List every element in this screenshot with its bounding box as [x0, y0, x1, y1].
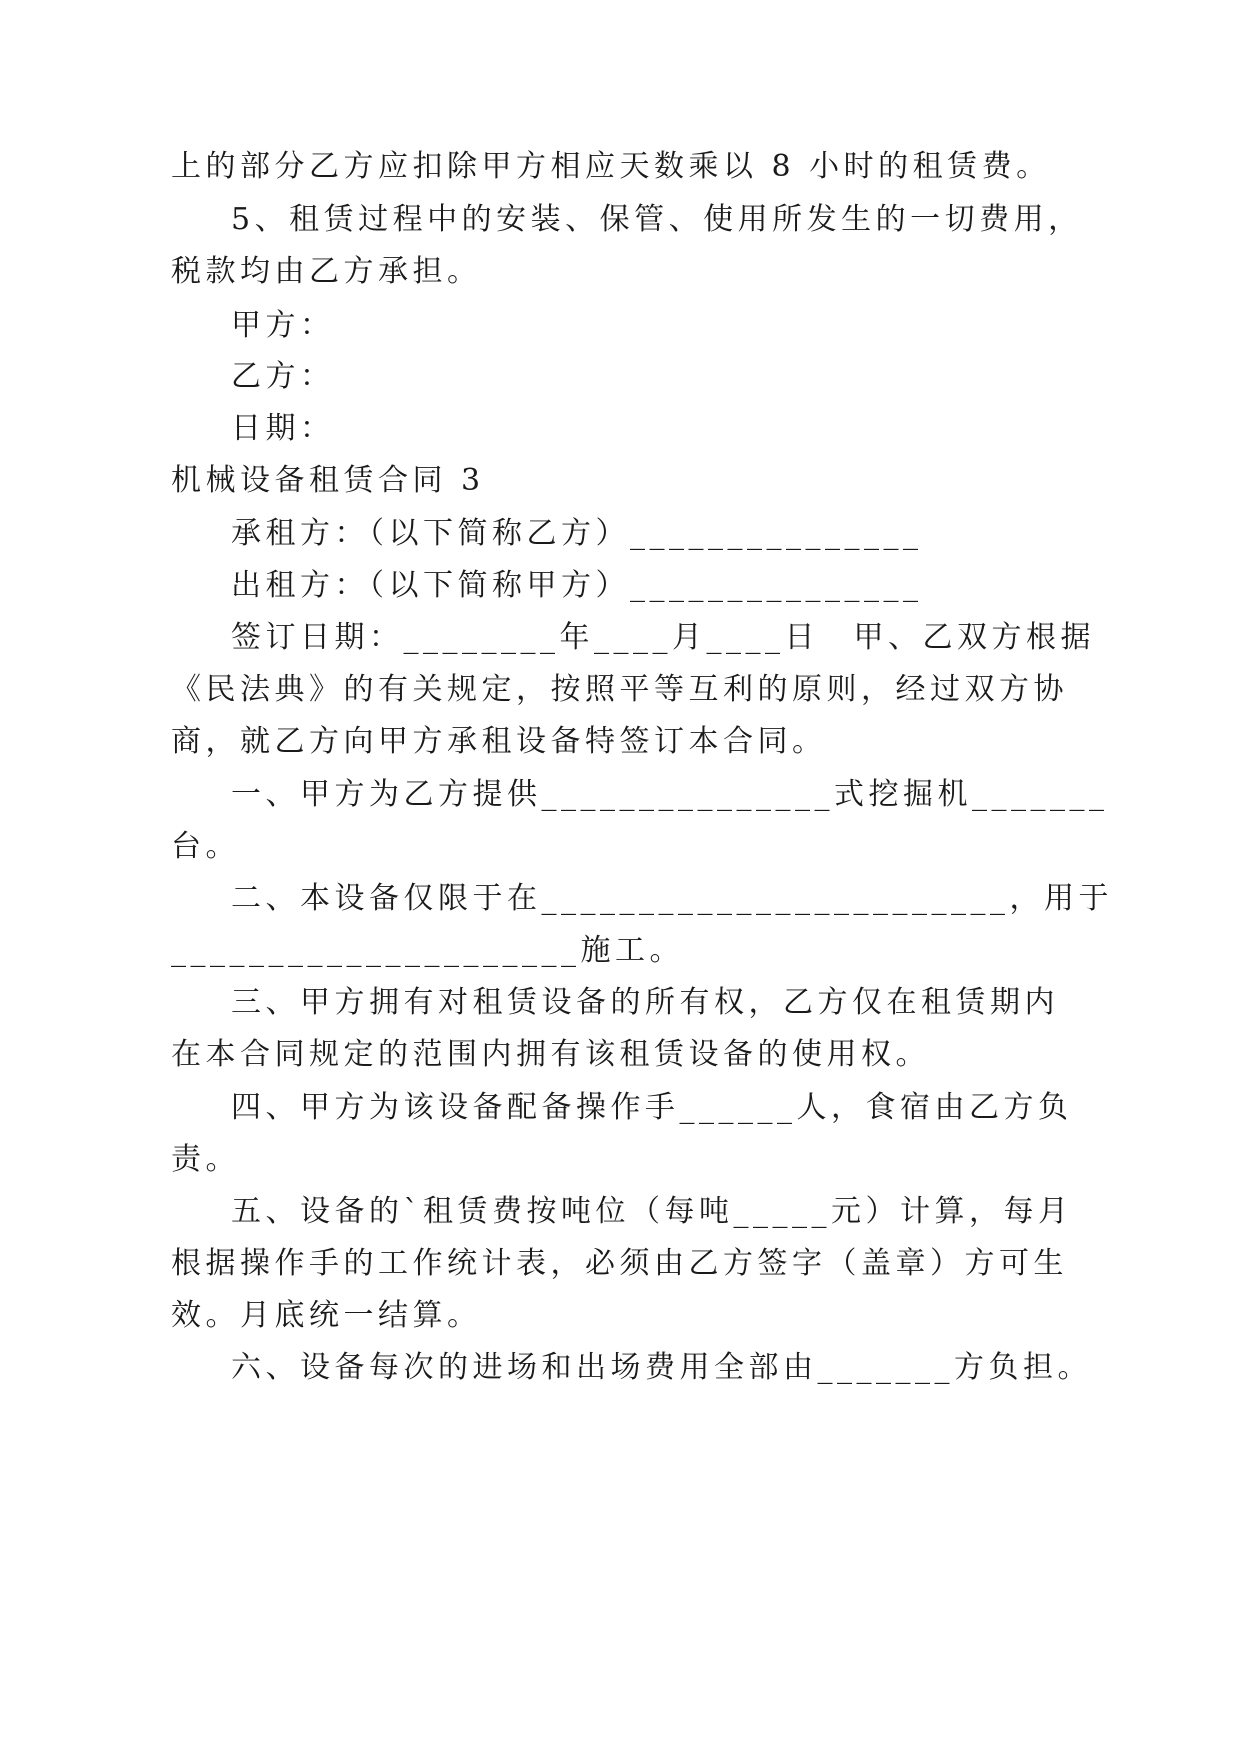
clause-5-line-3: 效。月底统一结算。 — [171, 1298, 482, 1333]
clause-2-line-2: _____________________施工。 — [171, 933, 684, 968]
lessee-line: 承租方：（以下简称乙方）_______________ — [231, 516, 923, 551]
lessor-line: 出租方：（以下简称甲方）_______________ — [231, 568, 923, 603]
clause-4-line-2: 责。 — [171, 1142, 240, 1177]
clause-2-line-1: 二、本设备仅限于在________________________，用于 — [231, 881, 1113, 916]
text-line-11: 《民法典》的有关规定，按照平等互利的原则，经过双方协 — [171, 672, 1068, 707]
clause-5-line-2: 根据操作手的工作统计表，必须由乙方签字（盖章）方可生 — [171, 1246, 1068, 1281]
text-line-2: 5、租赁过程中的安装、保管、使用所发生的一切费用， — [231, 202, 1083, 237]
clause-6-line-1: 六、设备每次的进场和出场费用全部由_______方负担。 — [231, 1350, 1092, 1385]
clause-1-line-1: 一、甲方为乙方提供_______________式挖掘机_______ — [231, 777, 1109, 812]
clause-3-line-2: 在本合同规定的范围内拥有该租赁设备的使用权。 — [171, 1037, 930, 1072]
party-b-label: 乙方： — [231, 359, 335, 394]
clause-4-line-1: 四、甲方为该设备配备操作手______人，食宿由乙方负 — [231, 1090, 1073, 1125]
clause-3-line-1: 三、甲方拥有对租赁设备的所有权，乙方仅在租赁期内 — [231, 985, 1059, 1020]
text-line-10: 签订日期：________年____月____日 甲、乙双方根据 — [231, 620, 1095, 655]
clause-1-line-2: 台。 — [171, 829, 240, 864]
text-line-3: 税款均由乙方承担。 — [171, 254, 482, 289]
date-label: 日期： — [231, 411, 335, 446]
clause-5-line-1: 五、设备的`租赁费按吨位（每吨_____元）计算，每月 — [231, 1194, 1073, 1229]
text-line-12: 商，就乙方向甲方承租设备特签订本合同。 — [171, 724, 827, 759]
text-line-1: 上的部分乙方应扣除甲方相应天数乘以 8 小时的租赁费。 — [171, 149, 1051, 184]
party-a-label: 甲方： — [231, 308, 335, 343]
section-title: 机械设备租赁合同 3 — [171, 463, 485, 498]
